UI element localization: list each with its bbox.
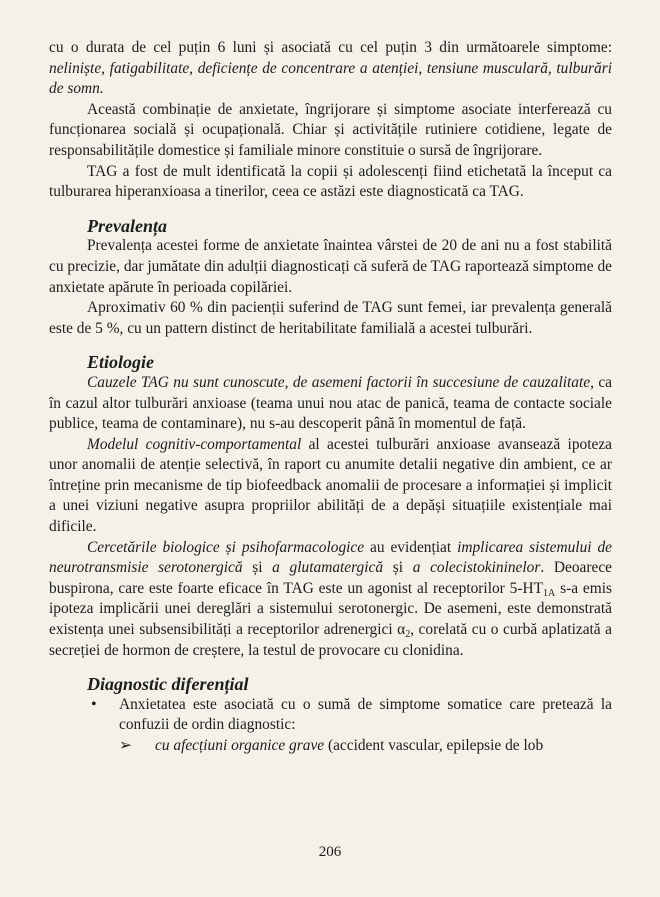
text-run: și [383, 559, 413, 577]
paragraph-interference: Această combinație de anxietate, îngrijorare și simptome asociate interferează cu funcționarea socială și ocupațională. Chiar și activitățile rutiniere cotidiene, legate de responsabilitățile domestice și familiale minore constituie o sursă de îngrijorare. [49, 100, 612, 159]
bullet-list [49, 695, 612, 736]
text-run: și [242, 559, 273, 577]
text-run: (accident vascular, epilepsie de lob [324, 737, 544, 754]
paragraph-symptoms [49, 38, 612, 100]
paragraph-children: TAG a fost de mult identificată la copii și adolescenți fiind etichetată la început ca tulburarea hiperanxioasa a tinerilor, ceea ce astăzi este diagnosticată ca TAG. [49, 162, 612, 201]
paragraph-prevalence-2: Aproximativ 60 % din pacienții suferind de TAG sunt femei, iar prevalența generală este de 5 %, cu un pattern distinct de heritabilitate familială a acestei tulburări. [49, 299, 612, 337]
heading-prevalenta: Prevalența [87, 215, 167, 236]
arrow-icon: ➢ [119, 737, 132, 754]
italic-run: Modelul cognitiv-comportamental [87, 435, 302, 453]
bullet-icon: • [91, 695, 97, 713]
list-item [119, 736, 612, 757]
text-run: ca în cazul altor tulburări anxioase (teama unui nou atac de panică, teama de contacte sociale publice, teama de contaminare), nu s-au descoperit până în momentul de față. [49, 373, 612, 433]
text-run: cu o durata de cel puțin 6 luni și asociată cu cel puțin 3 din următoarele simptome: [49, 39, 612, 56]
text-run: al acestei tulburări anxioase avansează ipoteza unor anomalii de atenție selectivă, în raport cu anumite detalii negative din ambient, ce ar întreține prin mecanisme de tip biofeedback anomalii de procesare a informației și implicit a unei viziuni negative asupra propriilor abilități de a depăși situațiile existențiale mai dificile. [49, 435, 612, 536]
italic-run: implicarea sistemului de neurotransmisie serotonergică [49, 538, 612, 577]
subscript: 1A [543, 587, 556, 599]
italic-run: a colecistokininelor [412, 559, 541, 577]
text-run: au evidențiat [364, 538, 458, 556]
list-item [87, 695, 612, 736]
paragraph-etiology-3 [49, 538, 612, 662]
italic-symptom-list: neliniște, fatigabilitate, deficiențe de concentrare a atenției, tensiune musculară, tulburări de somn. [49, 59, 612, 98]
italic-run: a glutamatergică [272, 559, 384, 577]
italic-run: cu afecțiuni organice grave [155, 737, 325, 754]
text-run: s-a emis ipoteza implicării unei dereglări a sistemului serotonergic. De asemeni, este demonstrată existența unei subsensibilități a receptorilor adrenergici α [49, 579, 612, 639]
heading-diagnostic: Diagnostic diferențial [87, 674, 249, 695]
italic-run: Cercetările biologice și psihofarmacologice [87, 538, 365, 556]
list-item-text: Anxietatea este asociată cu o sumă de simptome somatice care pretează la confuzii de ordin diagnostic: [119, 695, 612, 734]
paragraph-etiology-1 [49, 373, 612, 435]
paragraph-etiology-2 [49, 435, 612, 538]
subscript: 2 [405, 629, 411, 641]
text-run: . Deoarece buspirona, care este foarte eficace în TAG este un agonist al receptorilor 5-HT [49, 559, 612, 597]
page-number: 206 [318, 844, 342, 860]
paragraph-prevalence-1: Prevalența acestei forme de anxietate înaintea vârstei de 20 de ani nu a fost stabilită cu precizie, dar jumătate din adulții diagnosticați că suferă de TAG raportează simptome de anxietate apărute în perioada copilăriei. [49, 237, 612, 296]
sub-list [49, 736, 612, 757]
text-run: , corelată cu o curbă aplatizată a secreției de hormon de creștere, la testul de provocare cu clonidina. [49, 621, 612, 659]
heading-etiologie: Etiologie [87, 352, 154, 373]
italic-run: Cauzele TAG nu sunt cunoscute, de asemeni factorii în succesiune de cauzalitate, [87, 373, 594, 391]
